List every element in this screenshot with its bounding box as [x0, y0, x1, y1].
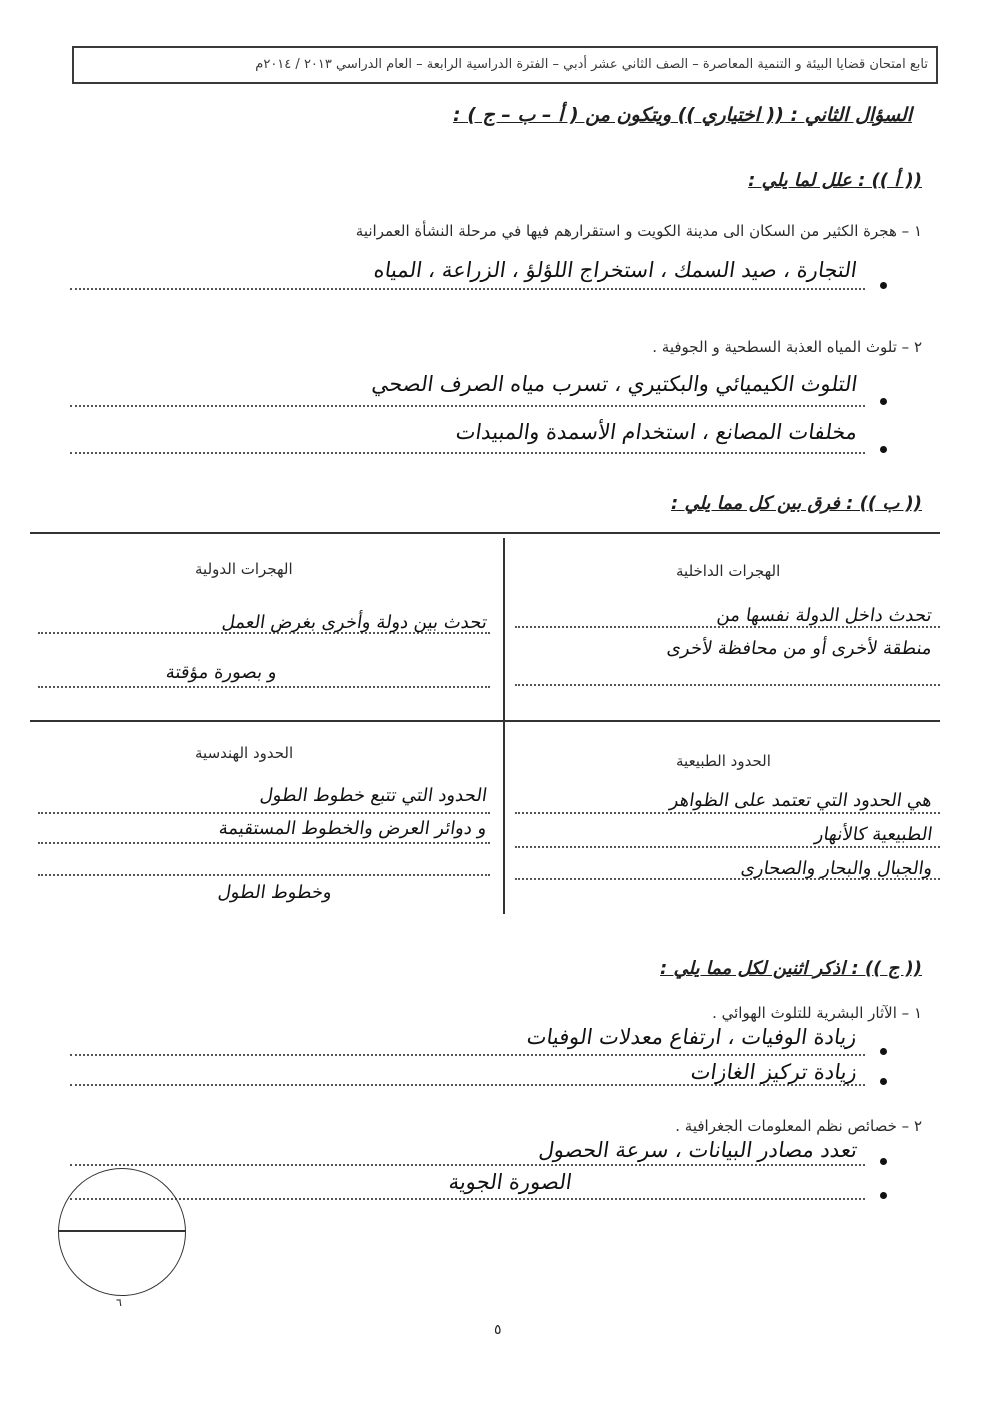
table-middle-border — [30, 720, 940, 722]
answer-line — [70, 405, 865, 407]
bullet — [880, 282, 887, 289]
answer-line — [38, 812, 490, 814]
part-c-item1-text: ١ – الآثار البشرية للتلوث الهوائي . — [712, 1004, 922, 1022]
part-c-title: (( ج )) : اذكر اثنين لكل مما يلي : — [660, 958, 922, 979]
answer-line — [38, 874, 490, 876]
bullet — [880, 1078, 887, 1085]
answer-line — [70, 288, 865, 290]
right-column-head-2: الحدود الطبيعية — [676, 752, 771, 770]
question-title: السؤال الثاني : (( اختياري )) ويتكون من ( أ – ب – ج ) : — [452, 104, 912, 126]
answer-line — [38, 842, 490, 844]
left-column-head-2: الحدود الهندسية — [195, 744, 294, 762]
answer-line — [38, 686, 490, 688]
left-answer-2-line2: و دوائر العرض والخطوط المستقيمة — [217, 818, 489, 839]
part-a-item2-answer2: مخلفات المصانع ، استخدام الأسمدة والمبيدات — [454, 420, 859, 444]
part-a-item1-answer: التجارة ، صيد السمك ، استخراج اللؤلؤ ، الزراعة ، المياه — [372, 258, 859, 282]
right-answer-2-line3: والجبال والبحار والصحارى — [739, 858, 934, 879]
part-a-title: (( أ )) : علل لما يلي : — [748, 170, 922, 191]
bullet — [880, 1048, 887, 1055]
part-c-item1-answer2: زيادة تركيز الغازات — [689, 1060, 859, 1084]
answer-line — [70, 452, 865, 454]
answer-line — [515, 846, 940, 848]
bullet — [880, 398, 887, 405]
answer-line — [70, 1164, 865, 1166]
part-a-item1-text: ١ – هجرة الكثير من السكان الى مدينة الكويت و استقرارهم فيها في مرحلة النشأة العمرانية — [355, 222, 922, 240]
left-answer-2-line1: الحدود التي تتبع خطوط الطول — [258, 785, 489, 806]
right-answer-1-line2: منطقة لأخرى أو من محافظة لأخرى — [665, 638, 934, 659]
page-number: ٥ — [494, 1322, 502, 1338]
left-answer-1-line2: و بصورة مؤقتة — [164, 662, 279, 683]
left-answer-2-line3: وخطوط الطول — [216, 882, 334, 903]
right-column-head-1: الهجرات الداخلية — [676, 562, 781, 580]
part-c-item2-answer2: الصورة الجوية — [447, 1170, 574, 1194]
right-answer-2-line1: هي الحدود التي تعتمد على الظواهر — [668, 790, 934, 811]
part-a-item2-answer1: التلوث الكيميائي والبكتيري ، تسرب مياه الصرف الصحي — [370, 372, 859, 396]
part-a-item2-text: ٢ – تلوث المياه العذبة السطحية و الجوفية . — [652, 338, 922, 356]
bullet — [880, 446, 887, 453]
bullet — [880, 1158, 887, 1165]
answer-line — [70, 1198, 865, 1200]
bullet — [880, 1192, 887, 1199]
left-column-head-1: الهجرات الدولية — [195, 560, 293, 578]
answer-line — [70, 1054, 865, 1056]
score-value: ٦ — [116, 1296, 122, 1309]
part-c-item2-text: ٢ – خصائص نظم المعلومات الجغرافية . — [675, 1117, 922, 1135]
answer-line — [515, 684, 940, 686]
score-circle-divider — [58, 1230, 186, 1232]
answer-line — [515, 626, 940, 628]
exam-header-box — [72, 46, 938, 84]
part-c-item1-answer1: زيادة الوفيات ، ارتفاع معدلات الوفيات — [525, 1025, 859, 1049]
table-column-divider — [503, 538, 505, 914]
answer-line — [70, 1084, 865, 1086]
left-answer-1-line1: تحدث بين دولة وأخرى بغرض العمل — [220, 612, 489, 633]
table-top-border — [30, 532, 940, 534]
part-b-title: (( ب )) : فرق بين كل مما يلي : — [671, 493, 922, 514]
right-answer-1-line1: تحدث داخل الدولة نفسها من — [715, 605, 934, 626]
exam-header-text: تابع امتحان قضايا البيئة و التنمية المعاصرة – الصف الثاني عشر أدبي – الفترة الدراسية الرابعة – العام الدراسي ٢٠١٣ / ٢٠١٤م — [255, 57, 928, 72]
part-c-item2-answer1: تعدد مصادر البيانات ، سرعة الحصول — [537, 1138, 859, 1162]
right-answer-2-line2: الطبيعية كالأنهار — [813, 824, 934, 845]
score-circle — [58, 1168, 186, 1296]
answer-line — [515, 812, 940, 814]
